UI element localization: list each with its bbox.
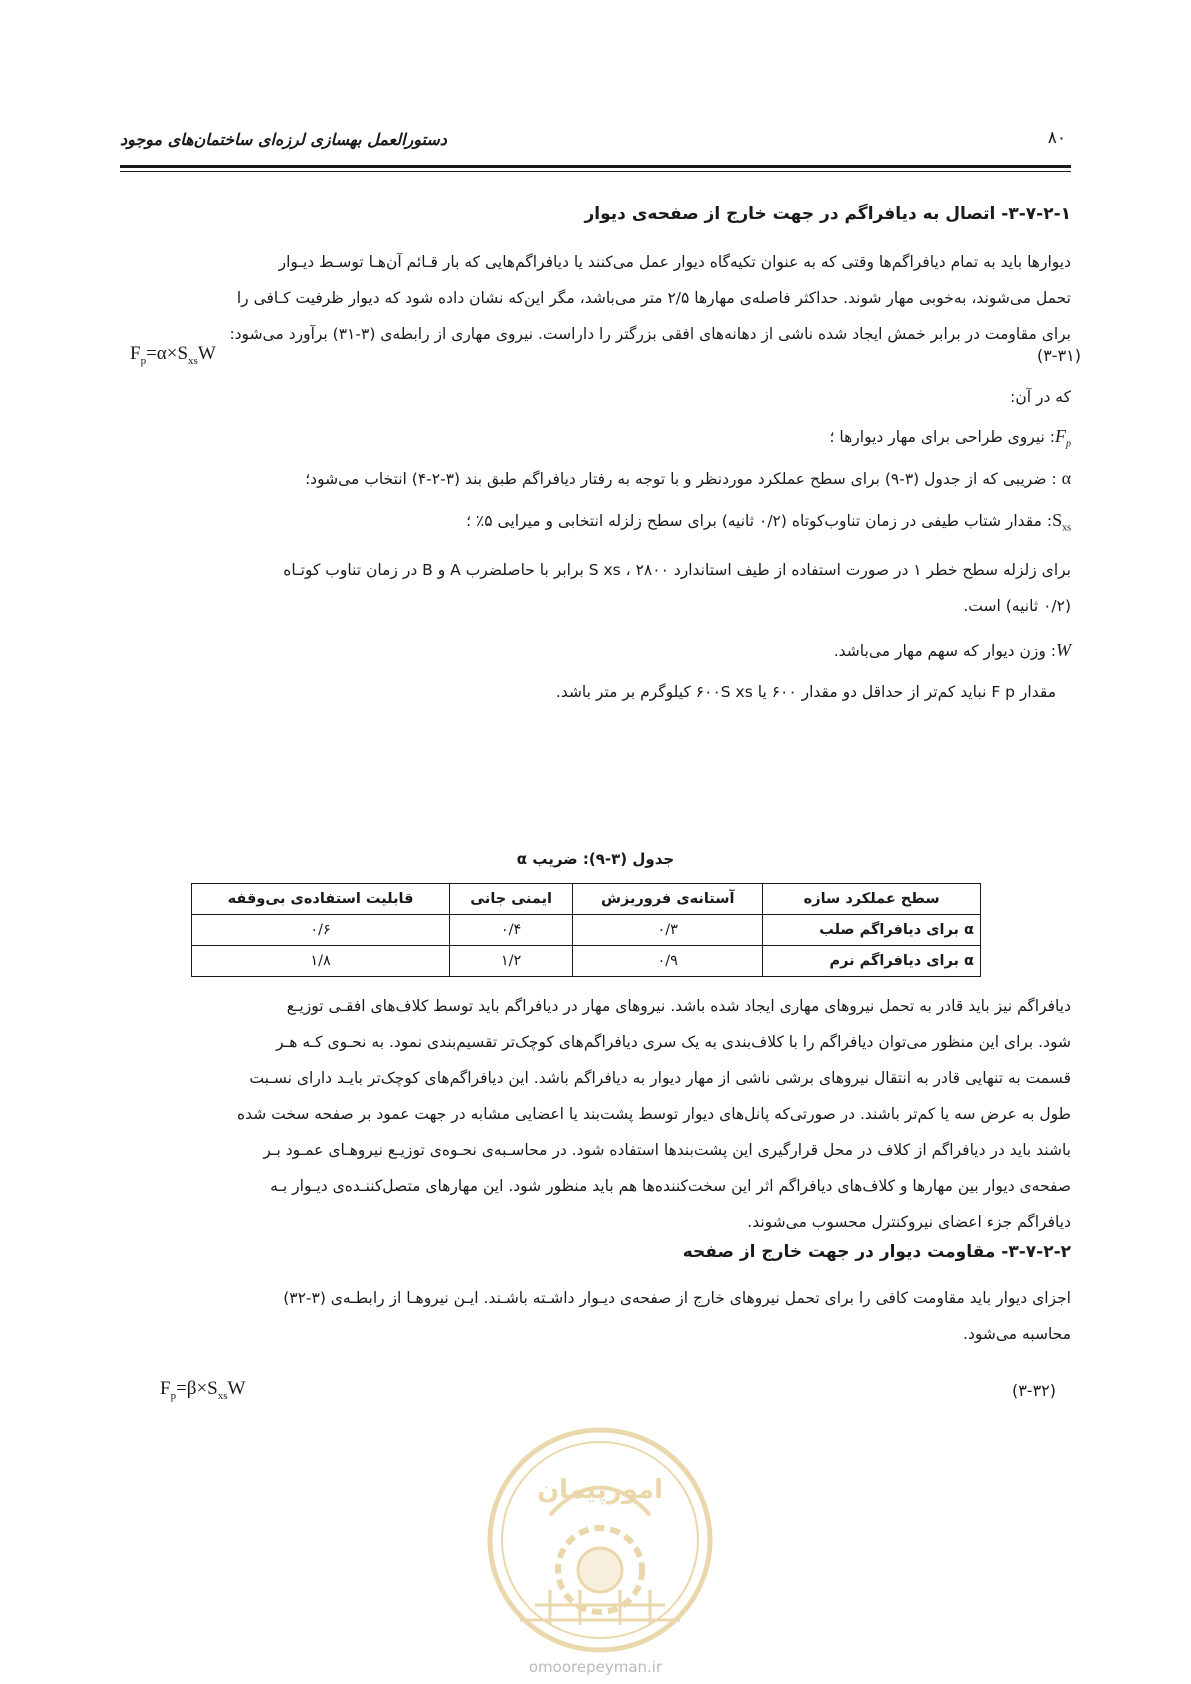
formula-expression: W bbox=[197, 343, 216, 364]
table-header-cell: سطح عملکرد سازه bbox=[763, 884, 981, 915]
where-label: که در آن: bbox=[1010, 388, 1071, 406]
diaphragm-paragraph bbox=[120, 988, 1071, 1240]
equation-number: (۳-۳۲) bbox=[1011, 1381, 1056, 1400]
watermark-logo bbox=[480, 1420, 720, 1660]
running-title: دستورالعمل بهسازی لرزه‌ای ساختمان‌های موجود bbox=[120, 130, 447, 149]
definition-fp bbox=[830, 426, 1071, 450]
paragraph-line: شود. برای این منظور می‌توان دیافراگم را با کلاف‌بندی به یک سری دیافراگم‌های کوچک‌تر تقسیم‌بندی نمود. به نحـوی کـه هـر bbox=[276, 1033, 1071, 1051]
minimum-force-line: مقدار F p نباید کم‌تر از حداقل دو مقدار ۶۰۰ یا ۶۰۰S xs کیلوگرم بر متر باشد. bbox=[555, 683, 1056, 701]
symbol-sxs: $S_{xs}$ bbox=[1052, 510, 1071, 534]
formula-subscript: xs bbox=[217, 1389, 228, 1402]
watermark-url: omoorepeyman.ir bbox=[528, 1658, 663, 1676]
table-row-label: α برای دیافراگم صلب bbox=[763, 915, 981, 946]
table-cell: ۰/۳ bbox=[573, 915, 763, 946]
paragraph-line: دیافراگم جزء اعضای نیروکنترل محسوب می‌شوند. bbox=[747, 1213, 1071, 1231]
formula-symbol: F bbox=[130, 343, 141, 364]
definition-text: : نیروی طراحی برای مهار دیوارها ؛ bbox=[829, 428, 1055, 446]
paragraph-line: محاسبه می‌شود. bbox=[963, 1325, 1071, 1343]
definition-alpha bbox=[305, 468, 1071, 489]
definition-w bbox=[834, 640, 1071, 661]
paragraph-line: صفحه‌ی دیوار بین مهارها و کلاف‌های دیافراگم اثر این سخت‌کننده‌ها هم باید منظور شود. این مهارهای متصل‌کننـده‌ی دیـوار بـه bbox=[270, 1177, 1071, 1195]
paragraph-line: برای مقاومت در برابر خمش ایجاد شده ناشی از دهانه‌های افقی بزرگتر را داراست. نیروی مهاری از رابطه‌ی (۳-۳۱) برآورد می‌شود: bbox=[229, 325, 1071, 343]
watermark-seal bbox=[480, 1420, 720, 1660]
table-header-row bbox=[192, 884, 981, 915]
definition-sxs bbox=[466, 510, 1071, 534]
formula-subscript: p bbox=[170, 1389, 177, 1402]
alpha-coefficient-table bbox=[191, 883, 981, 977]
paragraph-line: اجزای دیوار باید مقاومت کافی را برای تحمل نیروهای خارج از صفحه‌ی دیـوار داشـته باشـند. ایـن نیروهـا از رابطـه‌ی (۳-۳۲) bbox=[283, 1289, 1071, 1307]
table-cell: ۱/۸ bbox=[192, 946, 450, 977]
table-row bbox=[192, 946, 981, 977]
table-row bbox=[192, 915, 981, 946]
table-row-label: α برای دیافراگم نرم bbox=[763, 946, 981, 977]
symbol-alpha: α bbox=[1061, 468, 1071, 488]
definition-text: : ضریبی که از جدول (۳-۹) برای سطح عملکرد موردنظر و با توجه به رفتار دیافراگم طبق بند (۳-۲-۴) انتخاب می‌شود؛ bbox=[305, 470, 1062, 488]
paragraph-line: دیوارها باید به تمام دیافراگم‌ها وقتی که به عنوان تکیه‌گاه دیوار عمل می‌کنند یا دیافراگم‌هایی که بار قـائم آن‌هـا توسـط دیـوار bbox=[278, 253, 1071, 271]
paragraph-line: طول به عرض سه یا کم‌تر باشند. در صورتی‌که پانل‌های دیوار توسط پشت‌بند یا اعضایی مشابه در جهت عمود بر صفحه سخت شده bbox=[237, 1105, 1071, 1123]
paragraph-line: قسمت به تنهایی قادر به انتقال نیروهای برشی ناشی از مهار دیوار به دیافراگم باشد. این دیافراگم‌های کوچک‌تر بایـد دارای نسـبت bbox=[249, 1069, 1071, 1087]
paragraph-line: تحمل می‌شوند، به‌خوبی مهار شوند. حداکثر فاصله‌ی مهارها ۲/۵ متر می‌باشد، مگر این‌که نشان داده شود که دیوار ظرفیت کـافی را bbox=[236, 289, 1071, 307]
formula-3-32 bbox=[160, 1378, 245, 1402]
table-cell: ۱/۲ bbox=[450, 946, 573, 977]
definition-text: : وزن دیوار که سهم مهار می‌باشد. bbox=[833, 642, 1056, 660]
definition-text: : مقدار شتاب طیفی در زمان تناوب‌کوتاه (۰/۲ ثانیه) برای سطح زلزله انتخابی و میرایی ۵٪ ؛ bbox=[466, 512, 1053, 530]
formula-expression: W bbox=[227, 1378, 246, 1399]
table-caption: جدول (۳-۹): ضریب α bbox=[516, 850, 675, 868]
section2-paragraph bbox=[120, 1280, 1071, 1352]
symbol-w: W bbox=[1056, 640, 1071, 660]
paragraph-line: (۰/۲ ثانیه) است. bbox=[963, 597, 1071, 615]
formula-subscript: p bbox=[140, 354, 147, 367]
sxs-note bbox=[120, 552, 1071, 624]
section-heading-1: ۳-۷-۲-۱- اتصال به دیافراگم در جهت خارج از صفحه‌ی دیوار bbox=[584, 204, 1071, 224]
symbol-fp: $F_p$ bbox=[1055, 426, 1071, 450]
table-cell: ۰/۶ bbox=[192, 915, 450, 946]
formula-subscript: xs bbox=[188, 354, 198, 367]
equation-number: (۳-۳۱) bbox=[1036, 346, 1081, 365]
section1-paragraph bbox=[120, 244, 1071, 352]
header-rule-thick bbox=[120, 165, 1071, 168]
paragraph-line: باشند باید در دیافراگم از کلاف در محل قرارگیری این پشت‌بندها استفاده شود. در محاسـبه‌ی نحـوه‌ی توزیـع نیروهـای عمـود بـر bbox=[263, 1141, 1071, 1159]
paragraph-line: برای زلزله سطح خطر ۱ در صورت استفاده از طیف استاندارد ۲۸۰۰ ، S xs برابر با حاصلضرب A و B در زمان تناوب کوتـاه bbox=[283, 561, 1071, 579]
table-header-cell: ایمنی جانی bbox=[450, 884, 573, 915]
paragraph-line: دیافراگم نیز باید قادر به تحمل نیروهای مهاری ایجاد شده باشد. نیروهای مهار در دیافراگم باید توسط کلاف‌های افقـی توزیـع bbox=[286, 997, 1071, 1015]
formula-symbol: F bbox=[160, 1378, 171, 1399]
header-rule-thin bbox=[120, 171, 1071, 172]
formula-3-31 bbox=[130, 343, 216, 367]
formula-expression: =β×S bbox=[176, 1378, 218, 1399]
table-header-cell: آستانه‌ی فروریزش bbox=[573, 884, 763, 915]
table-cell: ۰/۹ bbox=[573, 946, 763, 977]
formula-expression: =α×S bbox=[146, 343, 189, 364]
watermark-logo-text: امورپیمان bbox=[536, 1475, 664, 1505]
table-cell: ۰/۴ bbox=[450, 915, 573, 946]
page-number: ۸۰ bbox=[1047, 128, 1066, 148]
section-heading-2: ۳-۷-۲-۲- مقاومت دیوار در جهت خارج از صفحه bbox=[682, 1242, 1071, 1262]
table-header-cell: قابلیت استفاده‌ی بی‌وقفه bbox=[192, 884, 450, 915]
